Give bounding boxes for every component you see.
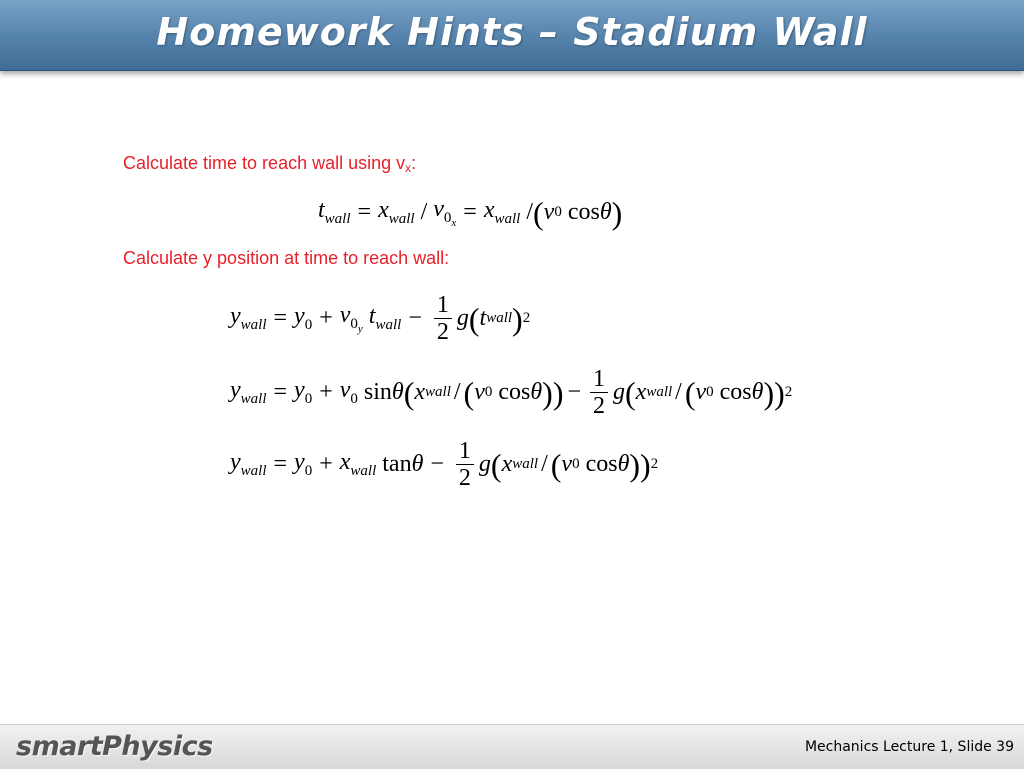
ypos-label: Calculate y position at time to reach wall: <box>123 248 450 268</box>
time-label-subscript: x <box>405 161 412 175</box>
title-bar <box>0 0 1024 71</box>
equation-y-wall-1: $y_{wall}$ = $y_0$ + $v_{0y}$ $t_{wall}$ − $\frac{1}{2}$ g ( t wall ) 2 <box>230 292 531 346</box>
smartphysics-logo: smartPhysics <box>16 731 213 762</box>
equation-y-wall-3: $y_{wall}$ = $y_0$ + $x_{wall}$ tan θ − $\frac{1}{2}$ g ( x wall / ( v 0 cos θ )) 2 <box>230 438 659 492</box>
slide-info: Mechanics Lecture 1, Slide 39 <box>804 739 1014 755</box>
slide-title: Homework Hints – Stadium Wall <box>156 10 868 54</box>
equation-y-wall-2: $y_{wall}$ = $y_0$ + $v_0$ sin θ ( x wall / ( v 0 cos θ )) − $\frac{1}{2}$ g ( x wall / ( v 0 cos θ )) 2 <box>230 366 793 420</box>
footer-bar <box>0 724 1024 769</box>
time-label: Calculate time to reach wall using $v_x$: <box>123 153 417 175</box>
equation-time-to-wall: $t_{wall}$ = $x_{wall}$ / $v_{0x}$ = $x_{wall}$ / ( v 0 cos θ ) <box>318 194 623 231</box>
